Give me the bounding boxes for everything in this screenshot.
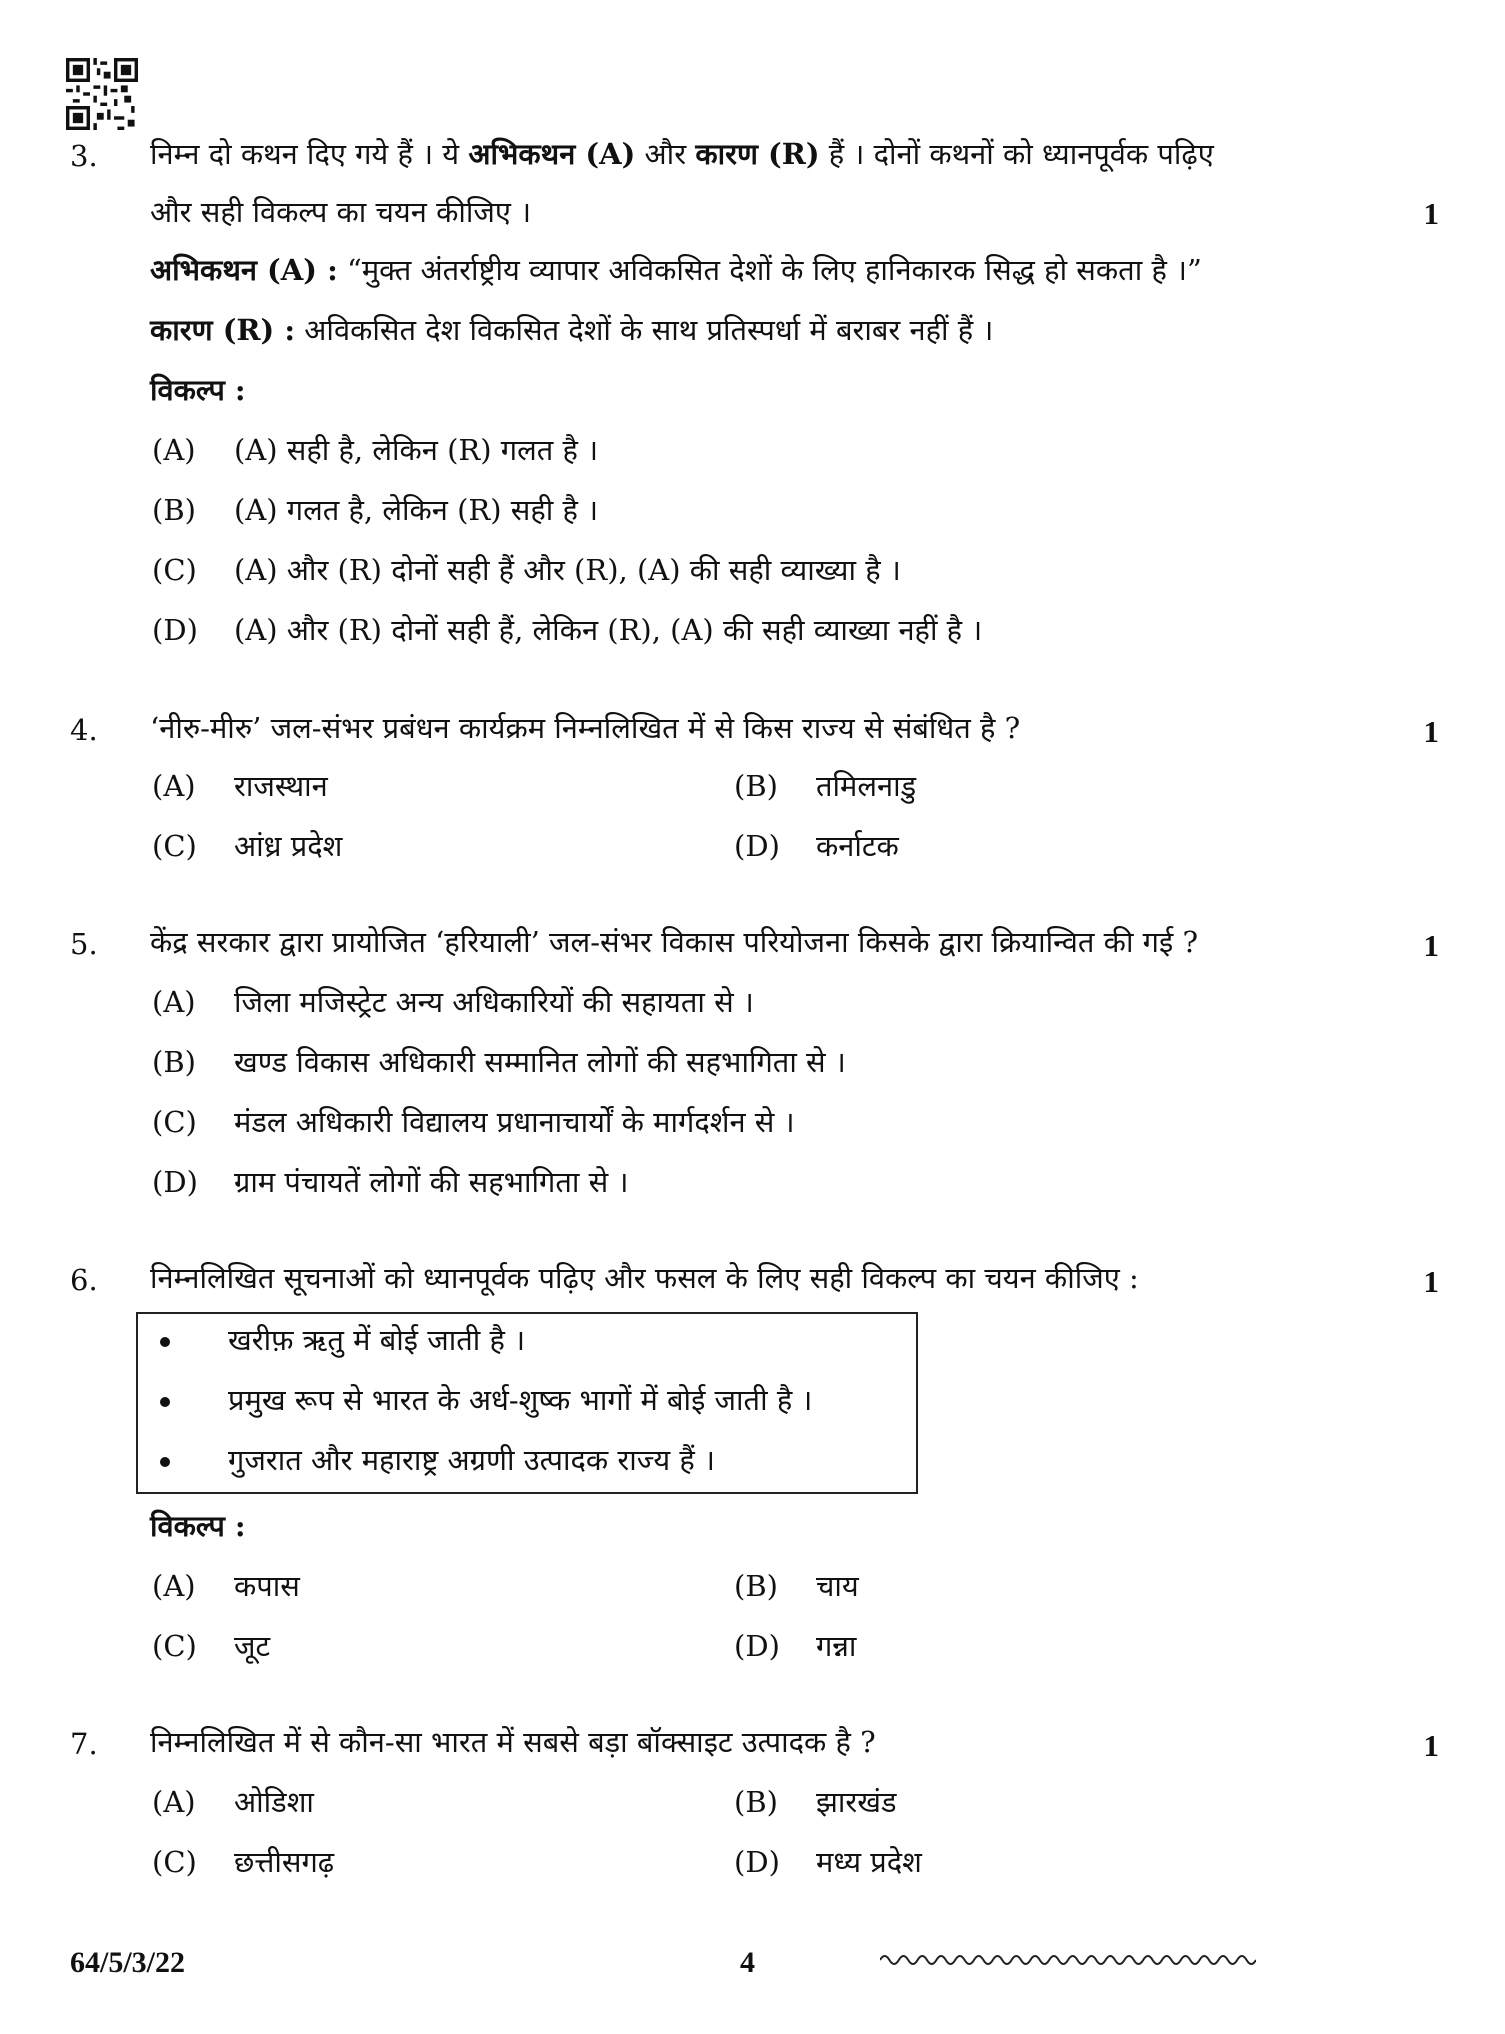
option-letter: (B): [734, 1785, 778, 1819]
crop-info-item: प्रमुख रूप से भारत के अर्ध-शुष्क भागों में बोई जाती है ।: [228, 1383, 813, 1417]
option-text: (A) और (R) दोनों सही हैं और (R), (A) की सही व्याख्या है ।: [234, 553, 901, 587]
assertion-text: “मुक्त अंतर्राष्ट्रीय व्यापार अविकसित देशों के लिए हानिकारक सिद्ध हो सकता है ।”: [337, 253, 1202, 287]
question-3-number: 3.: [70, 139, 98, 173]
question-5-number: 5.: [70, 927, 98, 961]
question-6-option-c: [152, 1629, 271, 1663]
question-4-option-d: [734, 829, 899, 863]
question-5-option-c: [152, 1105, 795, 1139]
option-letter: (C): [152, 829, 197, 863]
option-text: (A) और (R) दोनों सही हैं, लेकिन (R), (A) की सही व्याख्या नहीं है ।: [234, 613, 983, 647]
option-text: ओडिशा: [234, 1785, 314, 1819]
option-letter: (D): [734, 829, 780, 863]
bullet-dot: [160, 1457, 170, 1467]
question-7-text: निम्नलिखित में से कौन-सा भारत में सबसे बड़ा बॉक्साइट उत्पादक है ?: [150, 1725, 876, 1759]
option-text: तमिलनाडु: [816, 769, 917, 803]
option-letter: (C): [152, 1845, 197, 1879]
paper-code: 64/5/3/22: [70, 1946, 186, 1979]
bullet-dot: [160, 1337, 170, 1347]
question-4-option-a: [152, 769, 328, 803]
qr-code-icon: [66, 58, 138, 130]
option-text: आंध्र प्रदेश: [234, 829, 343, 863]
question-4-option-c: [152, 829, 343, 863]
option-text: (A) गलत है, लेकिन (R) सही है ।: [234, 493, 599, 527]
question-4-marks: 1: [1423, 714, 1439, 749]
question-3-text-c: और: [635, 137, 696, 171]
question-6-text: निम्नलिखित सूचनाओं को ध्यानपूर्वक पढ़िए और फसल के लिए सही विकल्प का चयन कीजिए :: [150, 1261, 1139, 1295]
option-letter: (C): [152, 1105, 197, 1139]
question-3-text-line-2: और सही विकल्प का चयन कीजिए ।: [150, 195, 532, 229]
question-3-option-b: [152, 493, 599, 527]
question-3-marks: 1: [1423, 196, 1439, 231]
question-7-option-d: [734, 1845, 922, 1879]
option-letter: (B): [734, 1569, 778, 1603]
question-3-option-d: [152, 613, 983, 647]
option-text: कपास: [234, 1569, 300, 1603]
question-3-option-c: [152, 553, 901, 587]
question-3-options-label: विकल्प :: [150, 373, 246, 407]
option-text: चाय: [816, 1569, 859, 1603]
question-3-text-a: निम्न दो कथन दिए गये हैं । ये: [150, 137, 469, 171]
option-letter: (D): [152, 1165, 198, 1199]
crop-info-item: गुजरात और महाराष्ट्र अग्रणी उत्पादक राज्य हैं ।: [228, 1443, 716, 1477]
question-5-option-d: [152, 1165, 629, 1199]
option-letter: (B): [152, 1045, 196, 1079]
question-5-text: केंद्र सरकार द्वारा प्रायोजित ‘हरियाली’ जल-संभर विकास परियोजना किसके द्वारा क्रियान्वित की गई ?: [150, 925, 1199, 959]
question-3-assertion-term: अभिकथन (A): [468, 137, 636, 171]
assertion-label: अभिकथन (A) :: [150, 253, 338, 287]
question-5-option-a: [152, 985, 754, 1019]
question-4-option-b: [734, 769, 917, 803]
option-letter: (D): [734, 1629, 780, 1663]
question-5-option-b: [152, 1045, 846, 1079]
option-letter: (C): [152, 1629, 197, 1663]
question-6-number: 6.: [70, 1263, 98, 1297]
option-text: जूट: [234, 1629, 271, 1663]
page-number: 4: [740, 1946, 755, 1979]
question-7-number: 7.: [70, 1727, 98, 1761]
bullet-dot: [160, 1397, 170, 1407]
question-3-assertion: [150, 253, 1202, 287]
question-6-option-a: [152, 1569, 300, 1603]
question-3-reason-term: कारण (R): [695, 137, 820, 171]
option-text: खण्ड विकास अधिकारी सम्मानित लोगों की सहभागिता से ।: [234, 1045, 846, 1079]
option-letter: (A): [152, 985, 196, 1019]
option-text: गन्ना: [816, 1629, 857, 1663]
option-letter: (B): [734, 769, 778, 803]
option-text: झारखंड: [816, 1785, 897, 1819]
reason-text: अविकसित देश विकसित देशों के साथ प्रतिस्पर्धा में बराबर नहीं हैं ।: [295, 313, 994, 347]
question-6-options-label: विकल्प :: [150, 1509, 246, 1543]
question-7-marks: 1: [1423, 1728, 1439, 1763]
wavy-line-icon: [880, 1950, 1256, 1970]
option-letter: (A): [152, 769, 196, 803]
question-5-marks: 1: [1423, 928, 1439, 963]
crop-info-box: [136, 1312, 918, 1494]
option-letter: (B): [152, 493, 196, 527]
question-3-text-e: हैं । दोनों कथनों को ध्यानपूर्वक पढ़िए: [819, 137, 1214, 171]
option-letter: (A): [152, 433, 196, 467]
option-text: (A) सही है, लेकिन (R) गलत है ।: [234, 433, 599, 467]
option-text: छत्तीसगढ़: [234, 1845, 335, 1879]
option-letter: (D): [734, 1845, 780, 1879]
option-text: ग्राम पंचायतें लोगों की सहभागिता से ।: [234, 1165, 629, 1199]
question-4-text: ‘नीरु-मीरु’ जल-संभर प्रबंधन कार्यक्रम निम्नलिखित में से किस राज्य से संबंधित है ?: [150, 711, 1021, 745]
question-3-option-a: [152, 433, 599, 467]
option-text: कर्नाटक: [816, 829, 899, 863]
question-3-reason: [150, 313, 994, 347]
option-letter: (A): [152, 1785, 196, 1819]
option-text: राजस्थान: [234, 769, 328, 803]
question-7-option-c: [152, 1845, 335, 1879]
question-7-option-b: [734, 1785, 897, 1819]
question-6-option-d: [734, 1629, 857, 1663]
option-text: मंडल अधिकारी विद्यालय प्रधानाचार्यों के मार्गदर्शन से ।: [234, 1105, 795, 1139]
option-letter: (C): [152, 553, 197, 587]
reason-label: कारण (R) :: [150, 313, 296, 347]
option-text: जिला मजिस्ट्रेट अन्य अधिकारियों की सहायता से ।: [234, 985, 754, 1019]
crop-info-item: खरीफ़ ऋतु में बोई जाती है ।: [228, 1323, 526, 1357]
question-3-text-line-1: [150, 137, 1214, 171]
question-4-number: 4.: [70, 713, 98, 747]
question-6-marks: 1: [1423, 1264, 1439, 1299]
option-text: मध्य प्रदेश: [816, 1845, 922, 1879]
option-letter: (A): [152, 1569, 196, 1603]
option-letter: (D): [152, 613, 198, 647]
question-7-option-a: [152, 1785, 314, 1819]
question-6-option-b: [734, 1569, 859, 1603]
